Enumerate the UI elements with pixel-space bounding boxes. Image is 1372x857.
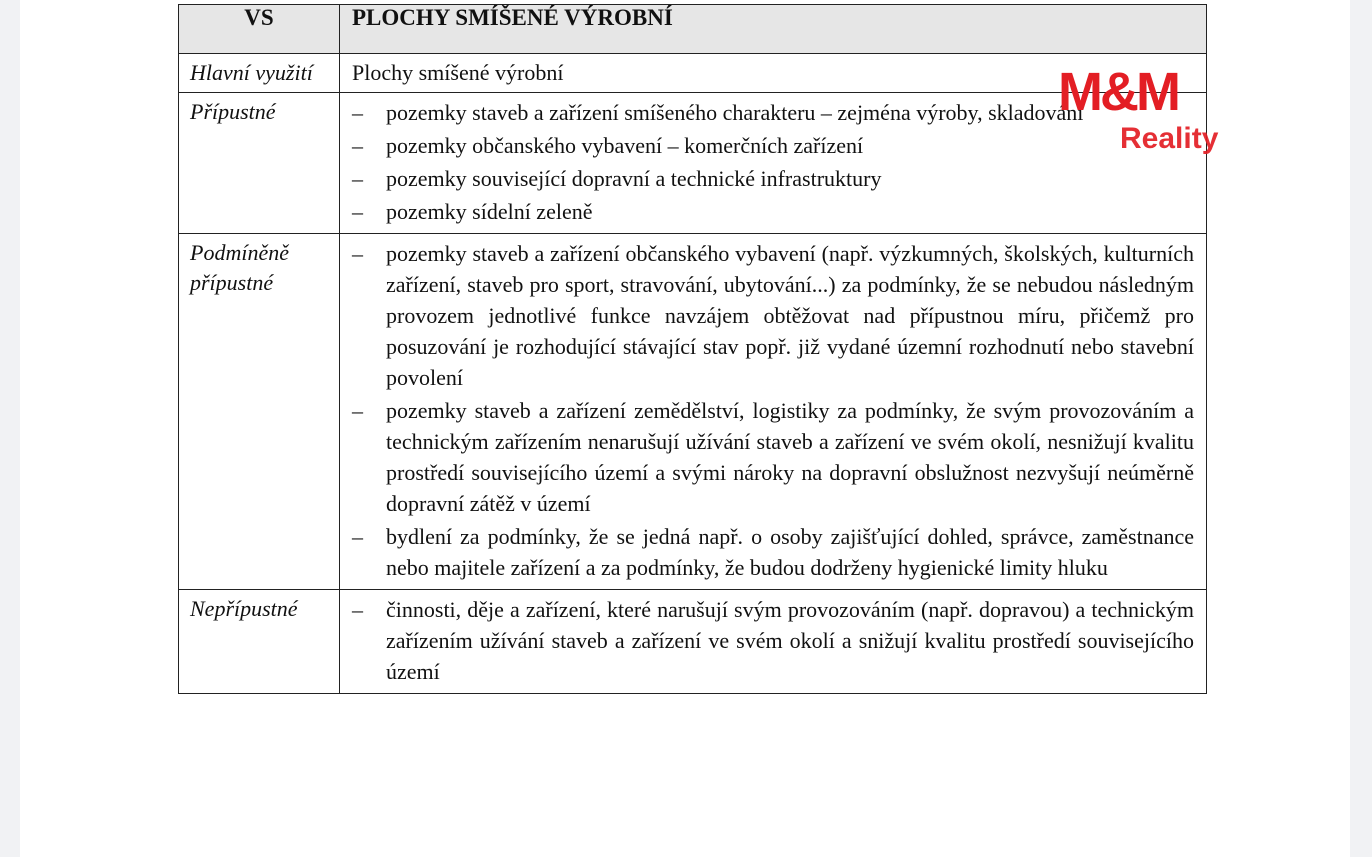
list-item-text: pozemky staveb a zařízení občanského vybavení (např. výzkumných, školských, kulturních zařízení, staveb pro sport, stravování, ubytování...) za podmínky, že se nebudou následným provozem jednotlivé funkce navzájem obtěžovat nad přípustnou míru, přičemž pro posuzování je rozhodující stávající stav popř. již vydané územní rozhodnutí nebo stavební povolení — [386, 241, 1194, 390]
row-conditional — [179, 234, 1207, 590]
regulation-sheet — [178, 4, 1206, 694]
list-item — [352, 130, 1194, 161]
list-item-text: bydlení za podmínky, že se jedná např. o osoby zajišťující dohled, správce, zaměstnance nebo majitele zařízení a za podmínky, že budou dodrženy hygienické limity hluku — [386, 524, 1194, 580]
list-item-text: pozemky staveb a zařízení zemědělství, logistiky za podmínky, že svým provozováním a technickým zařízením nenarušují užívání staveb a zařízení ve svém okolí, nesnižují kvalitu prostředí souvisejícího území a svými nároky na dopravní obslužnost nezvyšují neúměrně dopravní zátěž v území — [386, 398, 1194, 516]
row-main-use — [179, 54, 1207, 93]
row-value-main-use: Plochy smíšené výrobní — [340, 54, 1207, 93]
zone-title: PLOCHY SMÍŠENÉ VÝROBNÍ — [340, 5, 1207, 54]
document-page — [20, 0, 1350, 857]
row-prohibited — [179, 590, 1207, 694]
list-item-text: pozemky sídelní zeleně — [386, 199, 593, 224]
list-item — [352, 594, 1194, 687]
prohibited-list — [352, 594, 1194, 687]
dash-bullet-icon: – — [352, 597, 363, 622]
list-item — [352, 196, 1194, 227]
logo-brand-text: M&M — [1058, 62, 1178, 122]
dash-bullet-icon: – — [352, 166, 363, 191]
conditional-list — [352, 238, 1194, 583]
regulation-table — [178, 4, 1207, 694]
row-label-main-use: Hlavní využití — [179, 54, 340, 93]
row-label-permitted: Přípustné — [179, 93, 340, 234]
table-header-row — [179, 5, 1207, 54]
list-item-text: pozemky staveb a zařízení smíšeného charakteru – zejména výroby, skladování — [386, 100, 1084, 125]
row-value-prohibited — [340, 590, 1207, 694]
row-permitted — [179, 93, 1207, 234]
dash-bullet-icon: – — [352, 199, 363, 224]
dash-bullet-icon: – — [352, 524, 363, 549]
dash-bullet-icon: – — [352, 241, 363, 266]
dash-bullet-icon: – — [352, 100, 363, 125]
list-item — [352, 395, 1194, 519]
list-item — [352, 163, 1194, 194]
row-value-permitted — [340, 93, 1207, 234]
zone-code: VS — [179, 5, 340, 54]
dash-bullet-icon: – — [352, 398, 363, 423]
list-item-text: pozemky související dopravní a technické infrastruktury — [386, 166, 882, 191]
row-value-conditional — [340, 234, 1207, 590]
list-item-text: činnosti, děje a zařízení, které narušují svým provozováním (např. dopravou) a technickým zařízením užívání staveb a zařízení ve svém okolí a snižují kvalitu prostředí souvisejícího území — [386, 597, 1194, 684]
list-item — [352, 97, 1194, 128]
list-item-text: pozemky občanského vybavení – komerčních zařízení — [386, 133, 864, 158]
list-item — [352, 238, 1194, 393]
logo-sub-text: Reality — [1120, 122, 1219, 155]
dash-bullet-icon: – — [352, 133, 363, 158]
list-item — [352, 521, 1194, 583]
row-label-prohibited: Nepřípustné — [179, 590, 340, 694]
row-label-conditional: Podmíněně přípustné — [179, 234, 340, 590]
permitted-list — [352, 97, 1194, 227]
